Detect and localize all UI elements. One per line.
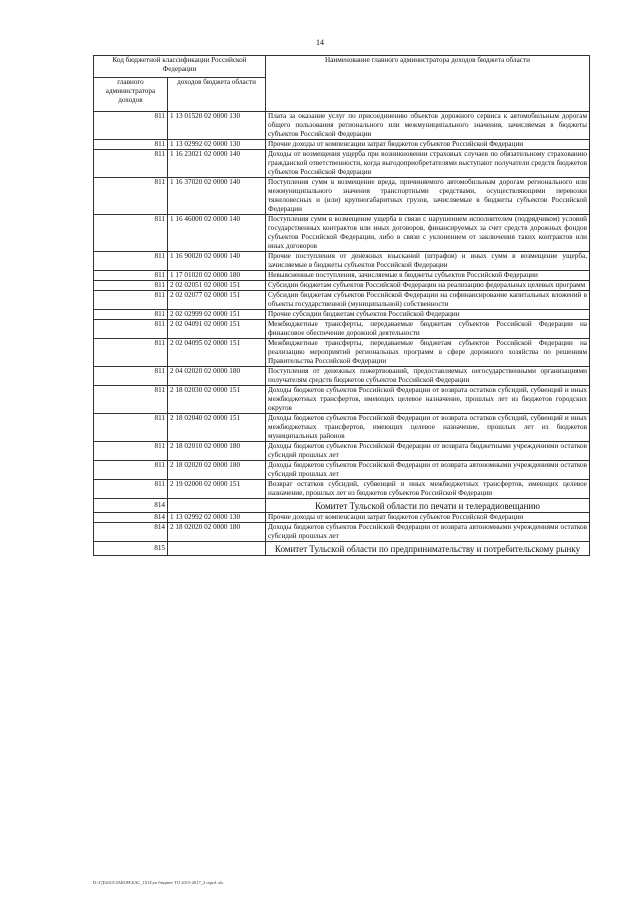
table-row [94, 367, 590, 386]
section-row [94, 499, 590, 513]
admin-cell: 811 [94, 281, 168, 291]
code-cell: 1 13 02992 02 0000 130 [168, 513, 266, 523]
admin-cell: 811 [94, 461, 168, 480]
table-row [94, 271, 590, 281]
code-cell: 1 16 46000 02 0000 140 [168, 215, 266, 252]
table-row [94, 461, 590, 480]
table-row [94, 442, 590, 461]
table-row [94, 178, 590, 215]
name-cell: Прочие поступления от денежных взысканий (штрафов) и иных сумм в возмещение ущерба, зачисляемые в бюджеты субъектов Российской Федерации [266, 252, 590, 271]
code-cell: 2 02 02077 02 0000 151 [168, 291, 266, 310]
header-admin-col: главного администратора доходов [94, 78, 168, 112]
name-cell: Прочие доходы от компенсации затрат бюджетов субъектов Российской Федерации [266, 140, 590, 150]
admin-cell: 814 [94, 499, 168, 513]
admin-cell: 811 [94, 386, 168, 414]
name-cell: Плата за оказание услуг по присоединению объектов дорожного сервиса к автомобильным дорогам общего пользования регионального или межмуниципального значения, зачисляемая в бюджеты субъектов Российской Федерации [266, 112, 590, 140]
revenue-admin-table [93, 55, 590, 556]
table-row [94, 112, 590, 140]
code-cell: 2 02 04095 02 0000 151 [168, 339, 266, 367]
admin-cell: 811 [94, 442, 168, 461]
admin-cell: 811 [94, 140, 168, 150]
code-cell: 1 16 90020 02 0000 140 [168, 252, 266, 271]
admin-cell: 811 [94, 271, 168, 281]
name-cell: Доходы бюджетов субъектов Российской Федерации от возврата остатков субсидий, субвенций и иных межбюджетных трансфертов, имеющих целевое назначение, прошлых лет из бюджетов муниципальных районов [266, 414, 590, 442]
code-cell: 1 16 37020 02 0000 140 [168, 178, 266, 215]
name-cell: Поступления сумм в возмещение ущерба в связи с нарушением исполнителем (подрядчиком) условий государственных контрактов или иных договоров, финансируемых за счет средств дорожных фондов субъектов Российской Федерации, либо в связи с уклонением от заключения таких контрактов или иных договоров [266, 215, 590, 252]
name-cell: Доходы бюджетов субъектов Российской Федерации от возврата автономными учреждениями остатков субсидий прошлых лет [266, 523, 590, 542]
name-cell: Комитет Тульской области по предпринимательству и потребительскому рынку [266, 542, 590, 556]
name-cell: Возврат остатков субсидий, субвенций и иных межбюджетных трансфертов, имеющих целевое назначение, прошлых лет из бюджетов субъектов Российской Федерации [266, 480, 590, 499]
name-cell: Субсидии бюджетам субъектов Российской Федерации на софинансирование капитальных вложений в объекты государственной (муниципальной) собственности [266, 291, 590, 310]
header-income-col: доходов бюджета области [168, 78, 266, 112]
table-row [94, 386, 590, 414]
code-cell: 1 13 01520 02 0000 130 [168, 112, 266, 140]
code-cell: 2 02 04091 02 0000 151 [168, 320, 266, 339]
table-row [94, 215, 590, 252]
name-cell: Невыясненные поступления, зачисляемые в бюджеты субъектов Российской Федерации [266, 271, 590, 281]
table-header-row [94, 56, 590, 78]
admin-cell: 814 [94, 513, 168, 523]
name-cell: Поступления сумм в возмещение вреда, причиняемого автомобильным дорогам регионального или межмуниципального значения транспортными средствами, осуществляющими перевозки тяжеловесных и (или) крупногабаритных грузов, зачисляемые в бюджеты субъектов Российской Федерации [266, 178, 590, 215]
code-cell: 2 02 02051 02 0000 151 [168, 281, 266, 291]
code-cell: 1 17 01020 02 0000 180 [168, 271, 266, 281]
name-cell: Доходы бюджетов субъектов Российской Федерации от возврата остатков субсидий, субвенций и иных межбюджетных трансфертов, имеющих целевое назначение, прошлых лет из бюджетов городских округов [266, 386, 590, 414]
table-row [94, 523, 590, 542]
admin-cell: 811 [94, 252, 168, 271]
table-row [94, 150, 590, 178]
code-cell: 2 19 02000 02 0000 151 [168, 480, 266, 499]
code-cell: 2 18 02020 02 0000 180 [168, 523, 266, 542]
file-path-footer: D:\ГД\2015\ЗАКОН\БАС_1014\ук бюджет ТО 2015-2017_2 п\рп1.xls [93, 880, 224, 885]
code-cell [168, 499, 266, 513]
code-cell: 2 18 02040 02 0000 151 [168, 414, 266, 442]
admin-cell: 811 [94, 150, 168, 178]
code-cell: 2 02 02999 02 0000 151 [168, 310, 266, 320]
code-cell: 2 18 02030 02 0000 151 [168, 386, 266, 414]
admin-cell: 811 [94, 310, 168, 320]
admin-cell: 811 [94, 367, 168, 386]
name-cell: Комитет Тульской области по печати и телерадиовещанию [266, 499, 590, 513]
admin-cell: 815 [94, 542, 168, 556]
table-row [94, 310, 590, 320]
header-name-col: Наименование главного администратора доходов бюджета области [266, 56, 590, 112]
code-cell: 2 04 02020 02 0000 180 [168, 367, 266, 386]
code-cell: 1 16 23021 02 0000 140 [168, 150, 266, 178]
table-row [94, 320, 590, 339]
name-cell: Доходы от возмещения ущерба при возникновении страховых случаев по обязательному страхованию гражданской ответственности, когда выгодоприобретателями выступают получатели средств бюджетов субъектов Российской Федерации [266, 150, 590, 178]
admin-cell: 811 [94, 339, 168, 367]
name-cell: Межбюджетные трансферты, передаваемые бюджетам субъектов Российской Федерации на финансовое обеспечение дорожной деятельности [266, 320, 590, 339]
name-cell: Поступления от денежных пожертвований, предоставляемых негосударственными организациями получателям средств бюджетов субъектов Российской Федерации [266, 367, 590, 386]
code-cell [168, 542, 266, 556]
code-cell: 2 18 02010 02 0000 180 [168, 442, 266, 461]
name-cell: Прочие субсидии бюджетам субъектов Российской Федерации [266, 310, 590, 320]
name-cell: Доходы бюджетов субъектов Российской Федерации от возврата бюджетными учреждениями остатков субсидий прошлых лет [266, 442, 590, 461]
admin-cell: 814 [94, 523, 168, 542]
table-row [94, 252, 590, 271]
name-cell: Доходы бюджетов субъектов Российской Федерации от возврата автономными учреждениями остатков субсидий прошлых лет [266, 461, 590, 480]
name-cell: Субсидии бюджетам субъектов Российской Федерации на реализацию федеральных целевых программ [266, 281, 590, 291]
name-cell: Прочие доходы от компенсации затрат бюджетов субъектов Российской Федерации [266, 513, 590, 523]
section-row [94, 542, 590, 556]
table-row [94, 291, 590, 310]
admin-cell: 811 [94, 480, 168, 499]
admin-cell: 811 [94, 112, 168, 140]
admin-cell: 811 [94, 414, 168, 442]
page-number: 14 [316, 38, 324, 47]
code-cell: 2 18 02020 02 0000 180 [168, 461, 266, 480]
table-row [94, 281, 590, 291]
table-row [94, 140, 590, 150]
code-cell: 1 13 02992 02 0000 130 [168, 140, 266, 150]
table-row [94, 339, 590, 367]
header-code-group: Код бюджетной классификации Российской Федерации [94, 56, 266, 78]
table-row [94, 414, 590, 442]
table-row [94, 513, 590, 523]
name-cell: Межбюджетные трансферты, передаваемые бюджетам субъектов Российской Федерации на реализацию мероприятий региональных программ в сфере дорожного хозяйства по решениям Правительства Российской Федерации [266, 339, 590, 367]
admin-cell: 811 [94, 178, 168, 215]
admin-cell: 811 [94, 291, 168, 310]
table-row [94, 480, 590, 499]
admin-cell: 811 [94, 215, 168, 252]
admin-cell: 811 [94, 320, 168, 339]
